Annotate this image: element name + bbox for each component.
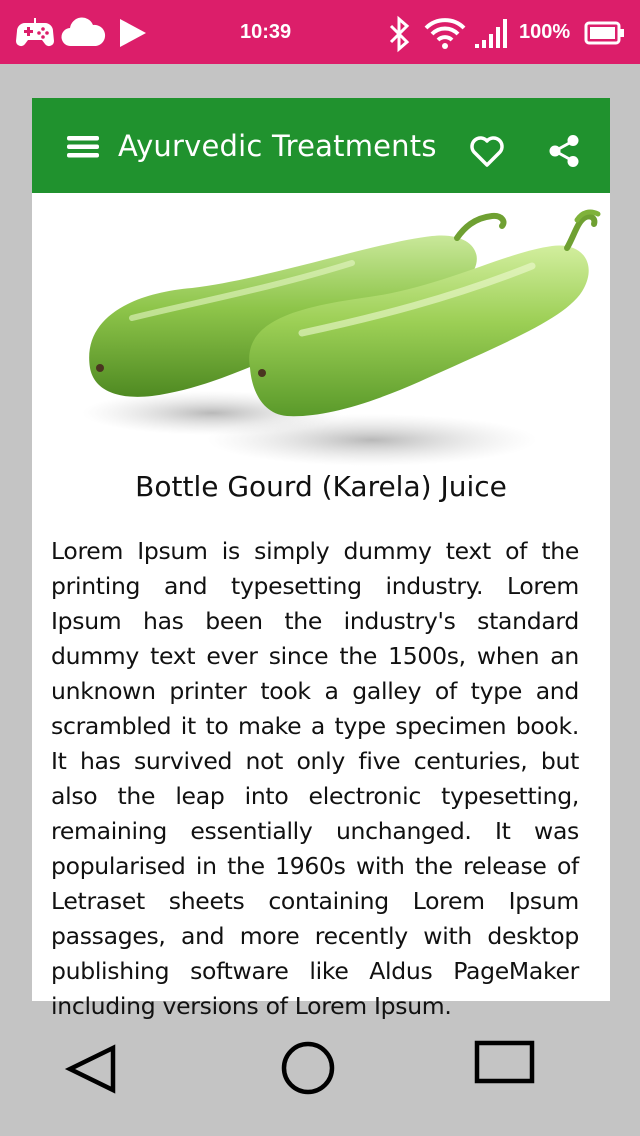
status-bar [0,0,640,64]
back-icon[interactable] [66,1044,118,1094]
heart-icon[interactable] [469,134,505,168]
play-store-icon [118,18,148,48]
content-card [32,98,610,1020]
signal-icon [474,16,512,50]
menu-icon[interactable] [67,136,99,158]
status-time: 10:39 [240,20,292,43]
bluetooth-icon [388,16,412,52]
app-bar [32,98,610,193]
bottle-gourd-image [72,208,592,470]
gamepad-icon [16,17,54,49]
home-icon[interactable] [280,1040,336,1096]
recents-icon[interactable] [474,1040,536,1086]
battery-icon [584,20,626,46]
app-title: Ayurvedic Treatments [118,128,437,163]
article-body: Lorem Ipsum is simply dummy text of the printing and typesetting industry. Lorem Ipsum has been the industry's standard dummy text ever since the 1500s, when an unknown printer took a galley of type and scrambled it to make a type specimen book. It has survived not only five centuries, but also the leap into electronic typesetting, remaining essentially unchanged. It was popularised in the 1960s with the release of Letraset sheets containing Lorem Ipsum passages, and more recently with desktop publishing software like Aldus PageMaker including versions of Lorem Ipsum. [51,537,579,1020]
wifi-icon [424,16,466,50]
battery-percent: 100% [519,20,571,43]
cloud-icon [60,16,106,48]
navigation-bar [0,1002,640,1136]
share-icon[interactable] [547,134,581,168]
article-title: Bottle Gourd (Karela) Juice [135,470,507,503]
